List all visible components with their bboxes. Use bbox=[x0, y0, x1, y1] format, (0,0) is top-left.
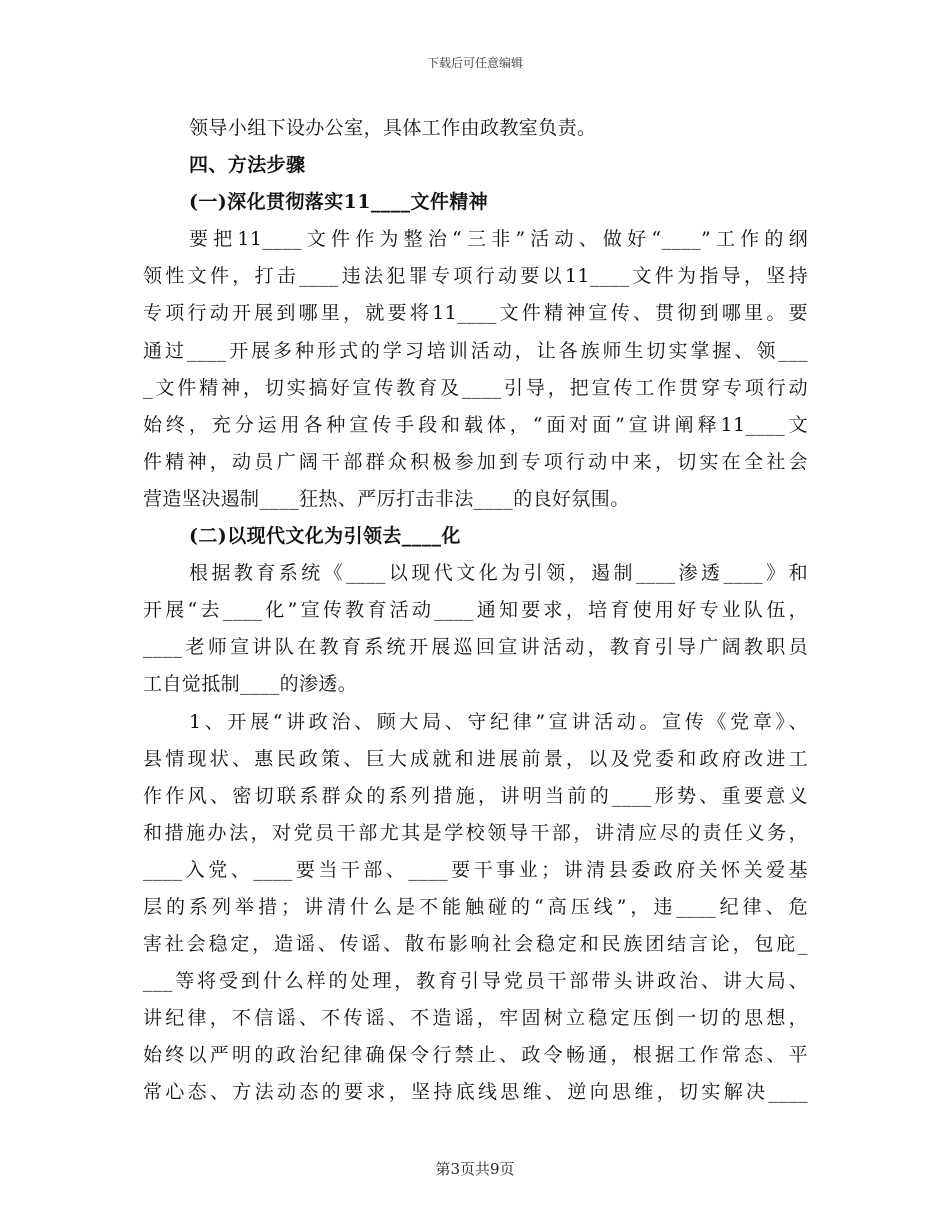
document-body bbox=[143, 110, 808, 1112]
text-line: 工自觉抵制____的渗透。 bbox=[143, 673, 358, 696]
text-line: 四、方法步骤 bbox=[189, 154, 306, 177]
text-line: 专项行动开展到哪里，就要将11____文件精神宣传、贯彻到哪里。要 bbox=[143, 302, 808, 325]
text-line: 1、开展“讲政治、顾大局、守纪律”宣讲活动。宣传《党章》、 bbox=[189, 710, 808, 733]
text-line: 始终，充分运用各种宣传手段和载体，“面对面”宣讲阐释11____文 bbox=[143, 413, 808, 436]
text-line: 件精神，动员广阔干部群众积极参加到专项行动中来，切实在全社会 bbox=[143, 450, 808, 473]
text-line: 始终以严明的政治纪律确保令行禁止、政令畅通，根据工作常态、平 bbox=[143, 1044, 808, 1067]
text-line: 和措施办法，对党员干部尤其是学校领导干部，讲清应尽的责任义务， bbox=[143, 821, 808, 844]
page-number: 第3页共9页 bbox=[435, 1160, 515, 1178]
text-line: 要把11____文件作为整治“三非”活动、做好“____”工作的纲 bbox=[189, 228, 808, 251]
text-line: 层的系列举措；讲清什么是不能触碰的“高压线”，违____纪律、危 bbox=[143, 895, 808, 918]
text-line: 根据教育系统《____以现代文化为引领，遏制____渗透____》和 bbox=[189, 562, 808, 585]
page-header: 下载后可任意编辑 bbox=[426, 56, 523, 70]
text-line: 领导小组下设办公室，具体工作由政教室负责。 bbox=[189, 117, 597, 139]
text-line: (一)深化贯彻落实11____文件精神 bbox=[189, 191, 489, 214]
text-line: ____老师宣讲队在教育系统开展巡回宣讲活动，教育引导广阔教职员 bbox=[143, 636, 808, 659]
text-line: 作作风、密切联系群众的系列措施，讲明当前的____形势、重要意义 bbox=[143, 784, 808, 807]
text-line: ___等将受到什么样的处理，教育引导党员干部带头讲政治、讲大局、 bbox=[143, 970, 808, 993]
text-line: 县情现状、惠民政策、巨大成就和进展前景，以及党委和政府改进工 bbox=[143, 747, 808, 770]
text-line: _文件精神，切实搞好宣传教育及____引导，把宣传工作贯穿专项行动 bbox=[143, 376, 808, 399]
text-line: 讲纪律，不信谣、不传谣、不造谣，牢固树立稳定压倒一切的思想， bbox=[143, 1007, 808, 1030]
text-line: 害社会稳定，造谣、传谣、散布影响社会稳定和民族团结言论，包庇_ bbox=[143, 933, 808, 956]
text-line: (二)以现代文化为引领去____化 bbox=[189, 525, 461, 548]
text-line: ____入党、____要当干部、____要干事业；讲清县委政府关怀关爱基 bbox=[143, 858, 808, 881]
text-line: 开展“去____化”宣传教育活动____通知要求，培育使用好专业队伍， bbox=[143, 599, 808, 622]
text-line: 通过____开展多种形式的学习培训活动，让各族师生切实掌握、领___ bbox=[143, 339, 808, 362]
text-line: 常心态、方法动态的要求，坚持底线思维、逆向思维，切实解决____ bbox=[143, 1081, 808, 1104]
text-line: 领性文件，打击____违法犯罪专项行动要以11____文件为指导，坚持 bbox=[143, 265, 808, 288]
text-line: 营造坚决遏制____狂热、严厉打击非法____的良好氛围。 bbox=[143, 487, 630, 510]
